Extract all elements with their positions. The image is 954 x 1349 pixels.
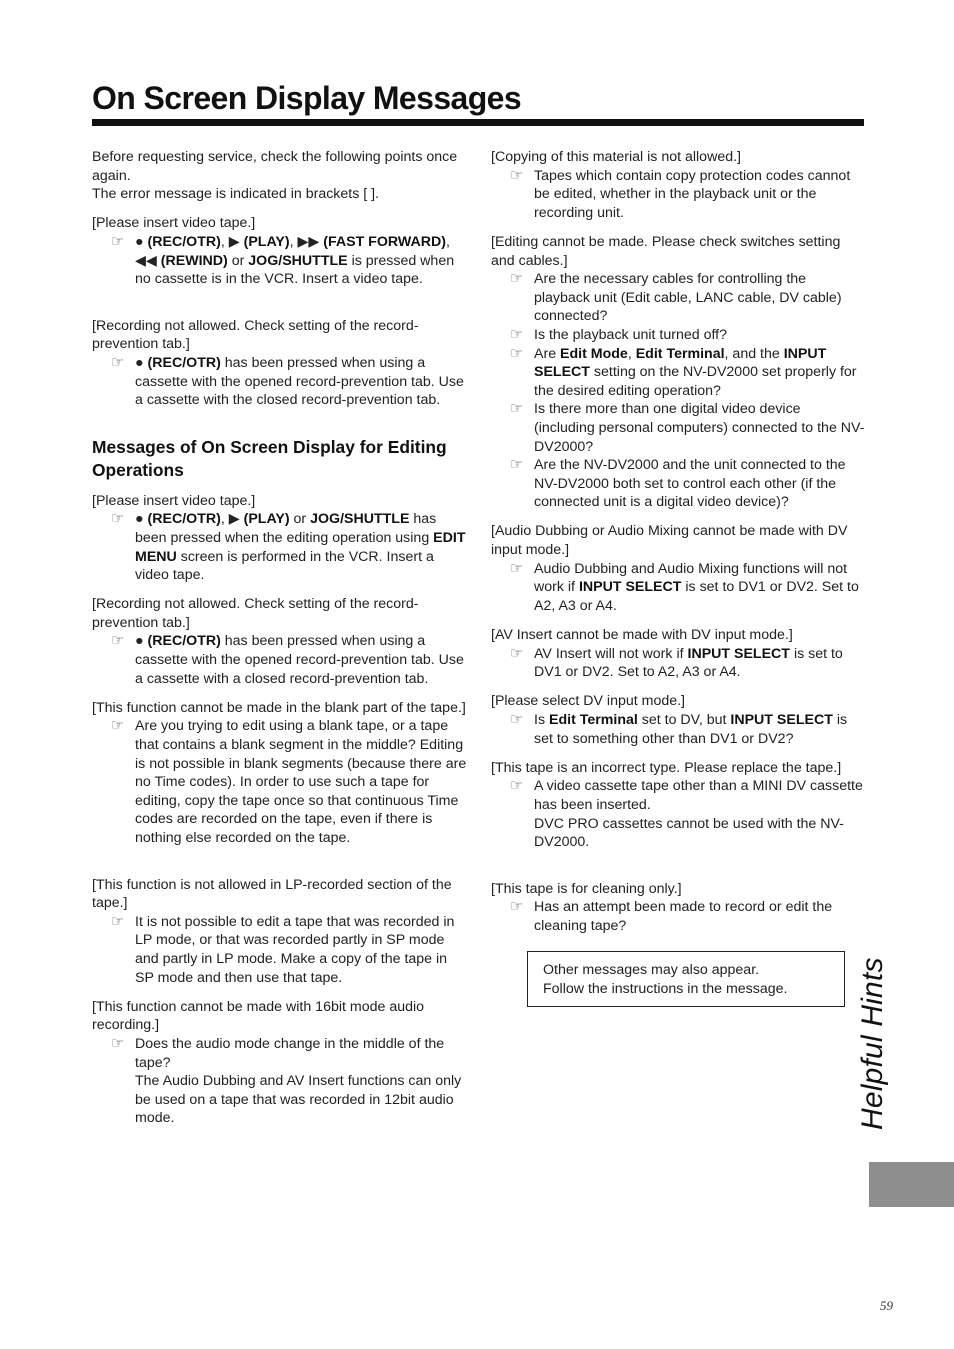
osd-message: [Editing cannot be made. Please check switches setting and cables.] [491, 233, 841, 269]
message-block [92, 492, 468, 585]
pointing-hand-icon: ☞ [510, 456, 524, 474]
osd-message: [This function cannot be made with 16bit mode audio recording.] [92, 998, 425, 1034]
message-block [92, 317, 468, 410]
osd-message: [Recording not allowed. Check setting of the record-prevention tab.] [92, 317, 419, 353]
pointing-hand-icon: ☞ [111, 632, 125, 650]
hint-item [92, 632, 468, 688]
right-column [491, 148, 865, 936]
hint-text: Is there more than one digital video device (including personal computers) connected to the NV-DV2000? [534, 401, 865, 455]
pointing-hand-icon: ☞ [510, 325, 524, 343]
hint-text: Are [534, 345, 557, 362]
hint-text: has been pressed when using a cassette with the opened record-prevention tab. Use a cassette with the closed record-prevention tab. [135, 354, 464, 409]
hint-item [92, 913, 468, 987]
record-dot-icon: ● [135, 633, 144, 650]
hint-item [491, 345, 865, 401]
button-label: (FAST FORWARD) [323, 233, 446, 250]
intro-text: The error message is indicated in brackets [ ]. [92, 186, 380, 203]
osd-message: [Please insert video tape.] [92, 215, 256, 232]
note-text: Follow the instructions in the message. [543, 980, 788, 997]
message-block [491, 880, 865, 936]
title-rule [92, 119, 864, 126]
hint-item: ☞ ● (REC/OTR), ▶ (PLAY) or JOG/SHUTTLE has been pressed when the editing operation using EDIT MENU screen is performed in the VCR. Insert a video tape. [111, 510, 466, 584]
pointing-hand-icon: ☞ [510, 344, 524, 362]
hint-text: Is the playback unit turned off? [534, 326, 727, 343]
osd-message: [Recording not allowed. Check setting of the record-prevention tab.] [92, 596, 419, 631]
message-block [92, 876, 468, 988]
message-block [491, 626, 865, 682]
button-label: (PLAY) [243, 233, 290, 250]
osd-message: [This tape is for cleaning only.] [491, 880, 682, 897]
hint-text: has been pressed when using a cassette with the opened record-prevention tab. Use a cassette with a closed record-prevention tab. [135, 633, 464, 687]
hint-text: The Audio Dubbing and AV Insert functions can only be used on a tape that was recorded in 12bit audio mode. [135, 1073, 462, 1127]
pointing-hand-icon: ☞ [510, 166, 524, 184]
section-side-label: Helpful Hints [856, 957, 889, 1130]
fast-forward-icon: ▶▶ [297, 233, 320, 250]
osd-message: [This function is not allowed in LP-recorded section of the tape.] [92, 876, 452, 912]
pointing-hand-icon: ☞ [510, 644, 524, 662]
section-tab-marker [869, 1162, 954, 1207]
hint-item [491, 326, 865, 345]
pointing-hand-icon: ☞ [510, 711, 524, 728]
message-block [92, 998, 468, 1128]
hint-text: It is not possible to edit a tape that was recorded in LP mode, or that was recorded partly in SP mode and partly in LP mode. Make a copy of the tape in SP mode and then use that tape. [135, 913, 455, 986]
hint-text: or [293, 511, 307, 528]
setting-label: INPUT SELECT [578, 579, 682, 596]
rewind-icon: ◀◀ [135, 252, 157, 269]
pointing-hand-icon: ☞ [510, 559, 524, 577]
hint-text: A video cassette tape other than a MINI DV cassette has been inserted. [534, 778, 863, 813]
message-block [491, 233, 865, 512]
hint-item [491, 400, 865, 456]
button-label: (REC/OTR) [147, 233, 221, 250]
intro-text: Before requesting service, check the following points once again. [92, 149, 458, 184]
message-block [491, 522, 865, 615]
hint-text: screen is performed in the VCR. Insert a video tape. [135, 548, 434, 584]
pointing-hand-icon: ☞ [111, 510, 125, 528]
button-label: (REC/OTR) [147, 633, 221, 650]
message-block [491, 148, 865, 222]
setting-label: Edit Terminal [635, 345, 725, 362]
message-block [92, 595, 468, 688]
note-text: Other messages may also appear. [543, 962, 760, 978]
setting-label: INPUT SELECT [534, 345, 827, 381]
hint-item [92, 354, 468, 410]
button-label: JOG/SHUTTLE [248, 252, 348, 269]
setting-label: INPUT SELECT [730, 712, 833, 728]
hint-item [491, 777, 865, 851]
hint-text: Are the necessary cables for controlling the playback unit (Edit cable, LANC cable, DV cable) connected? [534, 271, 842, 325]
pointing-hand-icon: ☞ [510, 777, 524, 795]
hint-item [491, 560, 865, 616]
hint-text: set to DV, but [641, 712, 727, 728]
record-dot-icon: ● [135, 511, 144, 528]
button-label: (REC/OTR) [147, 511, 221, 528]
pointing-hand-icon: ☞ [111, 353, 125, 371]
intro [92, 148, 468, 204]
hint-text: , and the [724, 345, 780, 362]
hint-item [92, 1035, 468, 1128]
play-triangle-icon: ▶ [228, 233, 240, 250]
hint-text: or [231, 252, 245, 269]
hint-text: Is [534, 712, 546, 728]
osd-message: [Audio Dubbing or Audio Mixing cannot be made with DV input mode.] [491, 523, 848, 559]
osd-message: [Please insert video tape.] [92, 492, 256, 509]
osd-message: [Copying of this material is not allowed.] [491, 149, 741, 165]
setting-label: INPUT SELECT [687, 645, 790, 662]
hint-text: AV Insert will not work if [534, 645, 684, 662]
hint-text: Are you trying to edit using a blank tape, or a tape that contains a blank segment in the middle? Editing is not possible in blank segments (because there are no Time codes). In order to use such a tape for editing, copy the tape once so that continuous Time codes are recorded on the tape, even if there is nothing else recorded on the tape. [135, 718, 467, 846]
setting-label: Edit Mode [560, 345, 628, 362]
button-label: JOG/SHUTTLE [310, 511, 410, 528]
message-block [92, 699, 468, 848]
hint-item [491, 898, 865, 935]
osd-message: [This function cannot be made in the blank part of the tape.] [92, 699, 466, 716]
setting-label: Edit Terminal [549, 712, 638, 728]
hint-text: is set to something other than DV1 or DV2? [534, 712, 848, 747]
hint-text: Audio Dubbing and Audio Mixing functions will not work if [534, 560, 848, 596]
left-column [92, 148, 468, 1128]
hint-text: is pressed when no cassette is in the VCR. Insert a video tape. [135, 252, 455, 288]
play-triangle-icon: ▶ [228, 511, 240, 528]
record-dot-icon: ● [135, 233, 144, 250]
hint-item [491, 167, 865, 223]
pointing-hand-icon: ☞ [111, 1034, 125, 1052]
hint-item [491, 456, 865, 512]
hint-text: is set to DV1 or DV2. Set to A2, A3 or A4. [534, 645, 843, 681]
osd-message: [This tape is an incorrect type. Please replace the tape.] [491, 759, 842, 776]
note-box [527, 951, 845, 1007]
hint-text: Does the audio mode change in the middle of the tape? [135, 1035, 445, 1071]
message-block [491, 692, 865, 748]
button-label: EDIT MENU [135, 529, 466, 565]
hint-text: is set to DV1 or DV2. Set to A2, A3 or A4. [534, 579, 859, 614]
hint-item [491, 645, 865, 682]
osd-message: [Please select DV input mode.] [491, 693, 685, 710]
page-title: On Screen Display Messages [92, 80, 522, 116]
pointing-hand-icon: ☞ [111, 717, 125, 735]
button-label: (PLAY) [243, 511, 290, 528]
hint-text: DVC PRO cassettes cannot be used with the NV-DV2000. [534, 815, 844, 851]
hint-text: has been pressed when the editing operation using [135, 511, 437, 546]
hint-text: Are the NV-DV2000 and the unit connected to the NV-DV2000 both set to control each other (if the connected unit is a digital video device)? [534, 457, 846, 511]
hint-text: setting on the NV-DV2000 set properly for the desired editing operation? [534, 364, 857, 399]
hint-item [92, 717, 468, 847]
hint-item [491, 270, 865, 326]
hint-text: Has an attempt been made to record or edit the cleaning tape? [534, 899, 833, 934]
pointing-hand-icon: ☞ [510, 400, 524, 418]
pointing-hand-icon: ☞ [111, 912, 125, 930]
button-label: (REC/OTR) [147, 354, 221, 371]
message-block [92, 214, 468, 288]
hint-item: ☞ ● (REC/OTR), ▶ (PLAY), ▶▶ (FAST FORWARD), ◀◀ (REWIND) or JOG/SHUTTLE is pressed when no cassette is in the VCR. Insert a video tape. [111, 232, 455, 288]
page-number: 59 [880, 1298, 893, 1313]
pointing-hand-icon: ☞ [510, 898, 524, 916]
osd-message: [AV Insert cannot be made with DV input mode.] [491, 627, 793, 644]
section-heading: Messages of On Screen Display for Editing Operations [92, 436, 447, 480]
pointing-hand-icon: ☞ [111, 232, 125, 250]
button-label: (REWIND) [160, 252, 228, 269]
record-dot-icon: ● [135, 354, 144, 371]
message-block [491, 759, 865, 852]
hint-item [491, 711, 865, 748]
pointing-hand-icon: ☞ [510, 270, 524, 288]
hint-text: Tapes which contain copy protection codes cannot be edited, whether in the playback unit or the recording unit. [534, 167, 851, 221]
hint-text: , [627, 345, 632, 362]
